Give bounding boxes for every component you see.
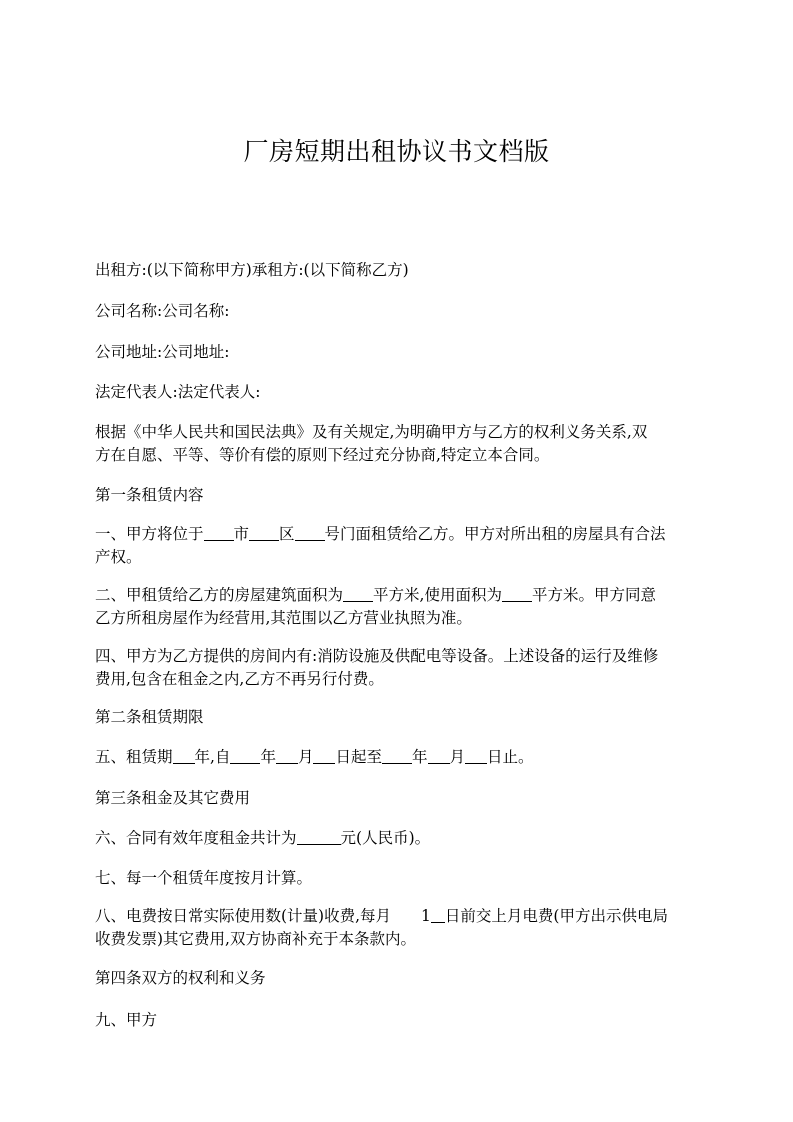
- clause-1-text-a: 一、甲方将位于: [95, 525, 204, 543]
- clause-2-line-2: 乙方所租房屋作为经营用,其范围以乙方营业执照为准。: [95, 609, 472, 627]
- section-1-heading: 第一条租赁内容: [95, 486, 204, 504]
- clause-5-text-c: 年: [260, 748, 276, 766]
- section-2-heading: 第二条租赁期限: [95, 708, 204, 726]
- clause-5-text-f: 年: [412, 748, 428, 766]
- clause-4-line-2: 费用,包含在租金之内,乙方不再另行付费。: [95, 670, 384, 688]
- clause-4-line-1: 四、甲方为乙方提供的房间内有:消防设施及供配电等设备。上述设备的运行及维修: [95, 647, 659, 665]
- parties-line: 出租方:(以下简称甲方)承租方:(以下简称乙方): [95, 261, 409, 279]
- document-title: 厂房短期出租协议书文档版: [243, 137, 550, 166]
- clause-2-text-b: 平方米,使用面积为: [373, 586, 502, 604]
- start-day-blank: [313, 749, 335, 764]
- clause-1-line-2: 产权。: [95, 548, 142, 566]
- annual-rent-blank: [297, 830, 341, 845]
- clause-6-text-b: 元(人民币)。: [340, 829, 431, 847]
- clause-6-line-1: [95, 827, 705, 850]
- clause-8-line-1: [95, 905, 705, 928]
- clause-2-text-a: 二、甲租赁给乙方的房屋建筑面积为: [95, 586, 344, 604]
- clause-8: [95, 905, 705, 951]
- end-day-blank: [465, 749, 487, 764]
- clause-5-text-e: 日起至: [335, 748, 382, 766]
- company-name-line: 公司名称:公司名称:: [95, 302, 230, 320]
- clause-8-day: 1: [421, 907, 431, 925]
- clause-9: 九、甲方: [95, 1011, 158, 1029]
- clause-2: [95, 584, 705, 630]
- clause-8-text-a: 八、电费按日常实际使用数(计量)收费,每月: [95, 907, 392, 925]
- intro-line-1: 根据《中华人民共和国民法典》及有关规定,为明确甲方与乙方的权利义务关系,双: [95, 423, 648, 441]
- clause-6: [95, 827, 705, 850]
- intro-line-2: 方在自愿、平等、等价有偿的原则下经过充分协商,特定立本合同。: [95, 446, 550, 464]
- legal-representative-line: 法定代表人:法定代表人:: [95, 383, 261, 401]
- clause-8-text-b: 日前交上月电费(甲方出示供电局: [444, 907, 668, 925]
- clause-6-text-a: 六、合同有效年度租金共计为: [95, 829, 297, 847]
- clause-5-text-g: 月: [449, 748, 466, 766]
- clause-1-line-1: [95, 523, 705, 546]
- clause-5-text-h: 日止。: [487, 748, 534, 766]
- section-3-heading: 第三条租金及其它费用: [95, 789, 251, 807]
- district-blank: [249, 526, 279, 541]
- clause-1-text-b: 市: [233, 525, 250, 543]
- clause-5-text-b: 年,自: [194, 748, 231, 766]
- clause-5-text-d: 月: [297, 748, 314, 766]
- clause-4: [95, 645, 705, 691]
- lease-years-blank: [173, 749, 195, 764]
- number-blank: [295, 526, 325, 541]
- clause-7: 七、每一个租赁年度按月计算。: [95, 869, 313, 887]
- city-blank: [204, 526, 234, 541]
- start-year-blank: [230, 749, 260, 764]
- end-month-blank: [428, 749, 450, 764]
- clause-5: [95, 746, 705, 769]
- clause-1-text-d: 号门面租赁给乙方。甲方对所出租的房屋具有合法: [324, 525, 666, 543]
- clause-2-text-c: 平方米。甲方同意: [531, 586, 656, 604]
- usable-area-blank: [502, 587, 532, 602]
- clause-1: [95, 523, 705, 569]
- company-address-line: 公司地址:公司地址:: [95, 343, 230, 361]
- clause-5-line-1: [95, 746, 705, 769]
- building-area-blank: [343, 587, 373, 602]
- end-year-blank: [382, 749, 412, 764]
- clause-8-line-2: 收费发票)其它费用,双方协商补充于本条款内。: [95, 930, 416, 948]
- payment-day-blank: [431, 908, 445, 923]
- intro-paragraph: [95, 421, 705, 467]
- clause-2-line-1: [95, 584, 705, 607]
- section-4-heading: 第四条双方的权利和义务: [95, 969, 266, 987]
- clause-1-text-c: 区: [279, 525, 295, 543]
- start-month-blank: [276, 749, 298, 764]
- clause-5-text-a: 五、租赁期: [95, 748, 173, 766]
